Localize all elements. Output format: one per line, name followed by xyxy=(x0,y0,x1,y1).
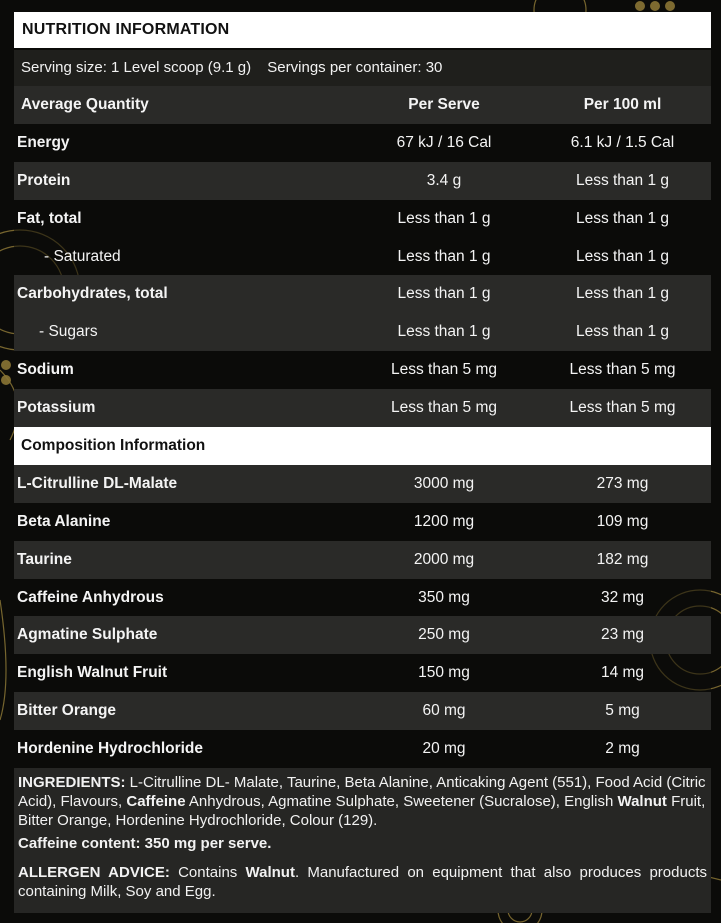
header-per-serve: Per Serve xyxy=(408,95,480,113)
table-row xyxy=(14,238,711,276)
allergen-advice xyxy=(18,863,707,901)
nutrient-name: Sodium xyxy=(17,361,74,379)
composition-per-100: 273 mg xyxy=(596,474,649,492)
ingredients-bold: Caffeine xyxy=(126,793,186,810)
table-row xyxy=(14,162,711,200)
composition-per-serve: 20 mg xyxy=(422,740,466,758)
nutrient-per-100: Less than 1 g xyxy=(575,171,670,189)
nutrient-per-serve: Less than 1 g xyxy=(397,285,491,303)
allergen-bold: Walnut xyxy=(245,864,295,881)
composition-per-serve: 3000 mg xyxy=(413,474,475,492)
table-row xyxy=(14,579,711,617)
composition-name: Taurine xyxy=(17,550,72,568)
composition-per-100: 5 mg xyxy=(605,702,640,720)
nutrient-name: Potassium xyxy=(17,399,96,417)
ingredients-bold: Walnut xyxy=(617,793,667,810)
composition-per-100: 2 mg xyxy=(605,740,640,758)
table-row xyxy=(14,351,711,389)
nutrient-per-100: Less than 5 mg xyxy=(569,399,676,417)
table-row xyxy=(14,124,711,162)
serving-info xyxy=(14,50,711,86)
table-header-row xyxy=(14,86,711,124)
table-row xyxy=(14,692,711,730)
ingredients-part: L-Citrulline DL- Malate, Taurine, Beta Alanine, Anticaking Agent (551), Food Acid (Citric Acid), Flavours, xyxy=(18,774,706,810)
composition-per-serve: 250 mg xyxy=(418,626,470,644)
table-row xyxy=(14,275,711,313)
nutrient-per-serve: Less than 1 g xyxy=(397,247,491,265)
composition-name: Agmatine Sulphate xyxy=(17,626,158,644)
nutrient-name: Protein xyxy=(17,171,71,189)
nutrition-table xyxy=(14,86,711,768)
name-pre-part: English xyxy=(17,664,78,682)
name-rest-part: Anhydrous xyxy=(78,588,164,606)
composition-per-serve: 1200 mg xyxy=(413,512,475,530)
table-row xyxy=(14,541,711,579)
header-per-100ml: Per 100 ml xyxy=(583,95,662,113)
nutrient-name: Energy xyxy=(17,133,70,151)
nutrient-per-serve: Less than 5 mg xyxy=(391,399,497,417)
composition-per-100: 109 mg xyxy=(596,512,649,530)
serving-size: Serving size: 1 Level scoop (9.1 g) xyxy=(21,59,252,76)
ingredients-label: INGREDIENTS: xyxy=(18,774,126,791)
servings-per-container: Servings per container: 30 xyxy=(267,59,443,76)
composition-per-serve: 2000 mg xyxy=(413,550,475,568)
ingredients-text xyxy=(18,773,707,830)
footer-text-block xyxy=(14,768,711,913)
nutrient-per-100: Less than 5 mg xyxy=(569,361,676,379)
table-row xyxy=(14,616,711,654)
composition-per-100: 14 mg xyxy=(600,664,645,682)
table-row xyxy=(14,654,711,692)
composition-name: L-Citrulline DL-Malate xyxy=(17,474,178,492)
nutrient-per-100: Less than 1 g xyxy=(575,323,670,341)
composition-per-serve: 150 mg xyxy=(418,664,470,682)
allergen-part: . Manufactured on equipment that also produces products containing Milk, Soy and Egg. xyxy=(18,864,707,900)
table-row xyxy=(14,200,711,238)
nutrient-per-serve: Less than 5 mg xyxy=(391,361,497,379)
composition-name: Beta Alanine xyxy=(17,512,111,530)
table-row xyxy=(14,465,711,503)
nutrient-name: Fat, total xyxy=(17,209,82,227)
nutrient-per-100: Less than 1 g xyxy=(575,247,670,265)
composition-header: Composition Information xyxy=(14,427,711,465)
composition-per-serve: 60 mg xyxy=(422,702,466,720)
allergen-part: Contains xyxy=(169,864,246,881)
ingredients-part: Anhydrous, Agmatine Sulphate, Sweetener (Sucralose), English xyxy=(185,793,618,810)
name-bold-part: Walnut xyxy=(77,664,129,682)
nutrient-per-serve: Less than 1 g xyxy=(397,323,491,341)
composition-per-100: 23 mg xyxy=(600,626,645,644)
nutrient-per-serve: 67 kJ / 16 Cal xyxy=(396,133,492,151)
nutrient-per-serve: 3.4 g xyxy=(426,171,462,189)
composition-per-100: 32 mg xyxy=(600,588,645,606)
composition-name xyxy=(14,589,354,607)
composition-per-serve: 350 mg xyxy=(418,588,470,606)
nutrient-per-100: Less than 1 g xyxy=(575,285,670,303)
table-row xyxy=(14,503,711,541)
nutrient-per-serve: Less than 1 g xyxy=(397,209,491,227)
nutrient-per-100: 6.1 kJ / 1.5 Cal xyxy=(570,133,675,151)
panel-title: NUTRITION INFORMATION xyxy=(14,12,711,48)
composition-name: Bitter Orange xyxy=(17,702,117,720)
composition-per-100: 182 mg xyxy=(596,550,649,568)
nutrient-name: - Saturated xyxy=(44,247,121,265)
nutrient-per-100: Less than 1 g xyxy=(575,209,670,227)
table-row xyxy=(14,313,711,351)
nutrient-name: Carbohydrates, total xyxy=(17,285,168,303)
name-bold-part: Caffeine xyxy=(17,588,79,606)
table-row xyxy=(14,730,711,768)
composition-name xyxy=(14,664,354,682)
nutrient-name: - Sugars xyxy=(39,323,98,341)
header-average-quantity: Average Quantity xyxy=(21,95,149,113)
ingredients-part: Fruit, Bitter Orange, Hordenine Hydrochloride, Colour (129). xyxy=(18,793,706,829)
composition-name: Hordenine Hydrochloride xyxy=(17,740,204,758)
allergen-label: ALLERGEN ADVICE: xyxy=(18,864,170,881)
table-row xyxy=(14,389,711,427)
caffeine-content: Caffeine content: 350 mg per serve. xyxy=(18,835,272,852)
name-rest-part: Fruit xyxy=(128,664,168,682)
